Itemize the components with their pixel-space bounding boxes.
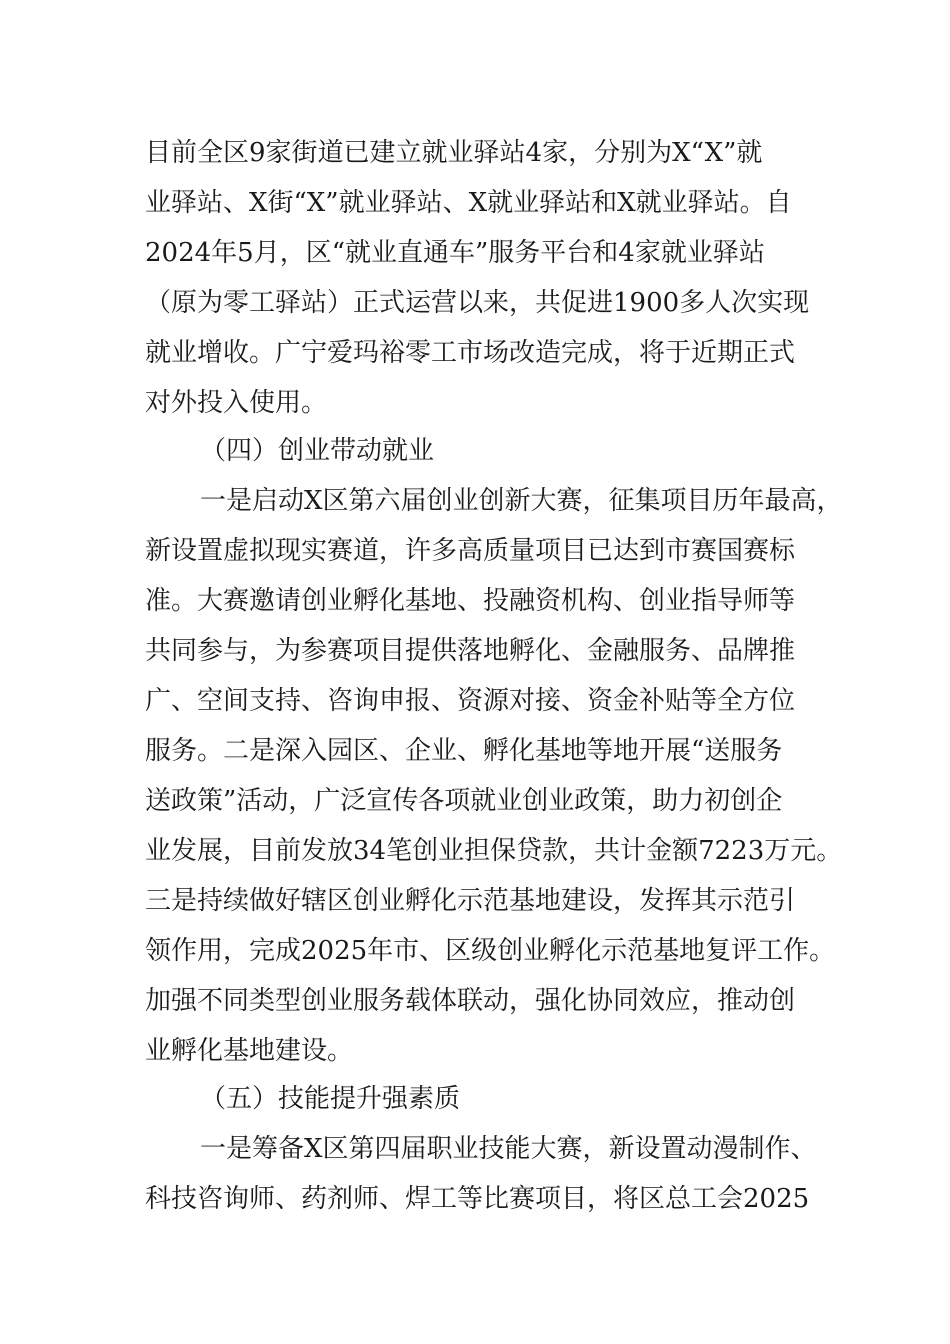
paragraph-line: 科技咨询师、药剂师、焊工等比赛项目，将区总工会2025	[145, 1184, 810, 1214]
paragraph-line: 业发展，目前发放34笔创业担保贷款，共计金额7223万元。	[145, 836, 843, 866]
paragraph-line: 新设置虚拟现实赛道，许多高质量项目已达到市赛国赛标	[145, 536, 796, 566]
paragraph-line: 对外投入使用。	[145, 388, 328, 418]
section-heading-5: （五）技能提升强素质	[200, 1084, 461, 1114]
paragraph-line: 共同参与，为参赛项目提供落地孵化、金融服务、品牌推	[145, 636, 796, 666]
paragraph-line: 业孵化基地建设。	[145, 1036, 354, 1066]
paragraph-line: 准。大赛邀请创业孵化基地、投融资机构、创业指导师等	[145, 586, 796, 616]
paragraph-line: 一是筹备X区第四届职业技能大赛，新设置动漫制作、	[200, 1134, 817, 1164]
paragraph-line: 服务。二是深入园区、企业、孵化基地等地开展“送服务	[145, 736, 783, 766]
paragraph-line: 加强不同类型创业服务载体联动，强化协同效应，推动创	[145, 986, 796, 1016]
paragraph-line: 目前全区9家街道已建立就业驿站4家，分别为X“X”就	[145, 138, 763, 168]
paragraph-line: 业驿站、X街“X”就业驿站、X就业驿站和X就业驿站。自	[145, 188, 792, 218]
paragraph-line: 送政策”活动，广泛宣传各项就业创业政策，助力初创企	[145, 786, 783, 816]
paragraph-line: 2024年5月，区“就业直通车”服务平台和4家就业驿站	[145, 238, 765, 268]
paragraph-line: 领作用，完成2025年市、区级创业孵化示范基地复评工作。	[145, 936, 836, 966]
paragraph-line: （原为零工驿站）正式运营以来，共促进1900多人次实现	[145, 288, 810, 318]
section-heading-4: （四）创业带动就业	[200, 436, 435, 466]
paragraph-line: 三是持续做好辖区创业孵化示范基地建设，发挥其示范引	[145, 886, 796, 916]
paragraph-line: 就业增收。广宁爱玛裕零工市场改造完成，将于近期正式	[145, 338, 796, 368]
paragraph-line: 广、空间支持、咨询申报、资源对接、资金补贴等全方位	[145, 686, 796, 716]
paragraph-line: 一是启动X区第六届创业创新大赛，征集项目历年最高，	[200, 486, 843, 516]
